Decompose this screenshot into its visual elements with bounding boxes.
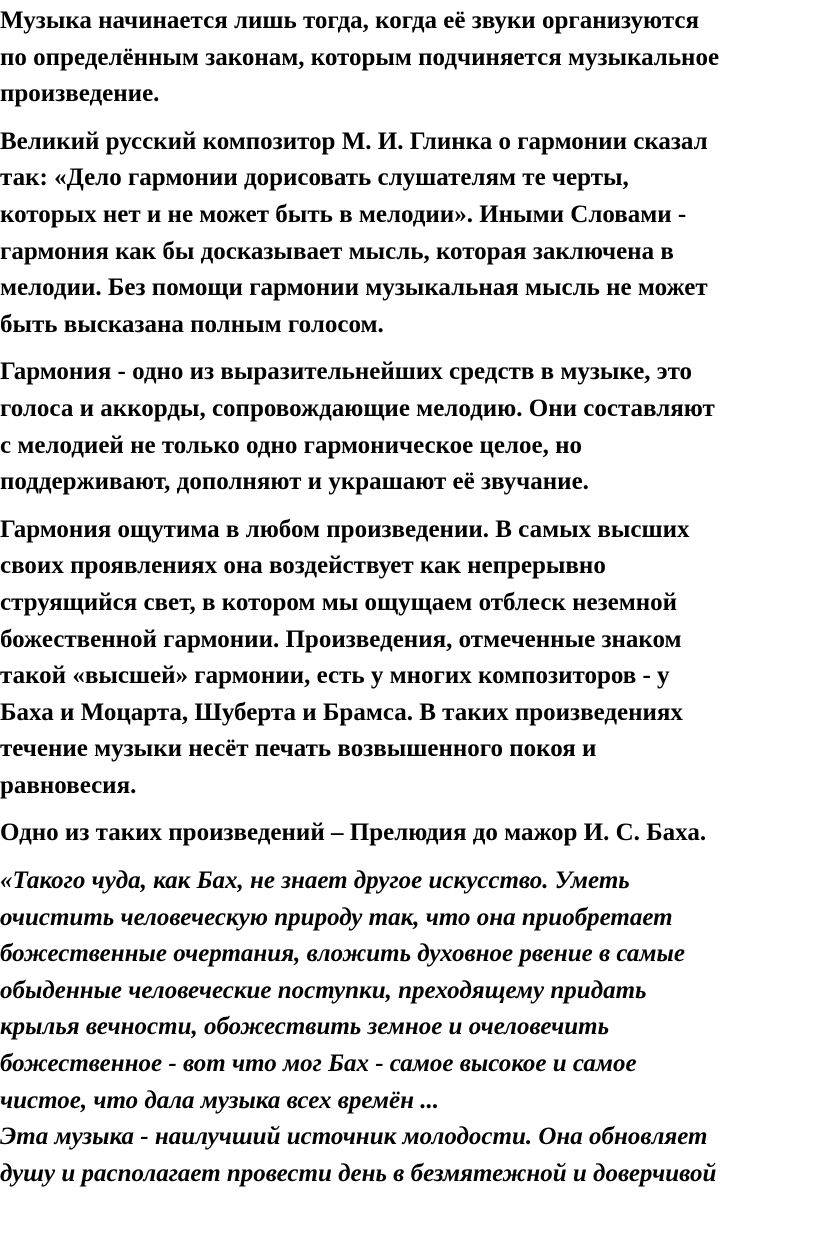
- text-line: Музыка начинается лишь тогда, когда её звуки организуются: [0, 7, 700, 34]
- text-line: которых нет и не может быть в мелодии». Иными Словами -: [0, 200, 687, 228]
- quote-line: обыденные человеческие поступки, преходящему придать: [0, 976, 647, 1004]
- paragraph-harmony-definition: [0, 354, 816, 500]
- paragraph-music-laws: [0, 3, 816, 113]
- text-line: мелодии. Без помощи гармонии музыкальная мысль не может: [0, 274, 708, 302]
- text-line: такой «высшей» гармонии, есть у многих композиторов - у: [0, 662, 670, 690]
- text-line: своих проявлениях она воздействует как непрерывно: [0, 552, 606, 580]
- quote-line: божественные очертания, вложить духовное рвение в самые: [0, 940, 685, 968]
- text-line: Гармония ощутима в любом произведении. В самых высших: [0, 515, 690, 543]
- text-line: гармония как бы досказывает мысль, которая заключена в: [0, 237, 674, 265]
- text-line: быть высказана полным голосом.: [0, 310, 384, 338]
- text-line: течение музыки несёт печать возвышенного покоя и: [0, 735, 597, 763]
- quote-bach: [0, 863, 816, 1192]
- text-line: равновесия.: [0, 771, 137, 799]
- quote-line: очистить человеческую природу так, что она приобретает: [0, 903, 673, 931]
- quote-line: божественное - вот что мог Бах - самое высокое и самое: [0, 1050, 637, 1078]
- text-line: по определённым законам, которым подчиняется музыкальное: [0, 43, 720, 71]
- text-line: произведение.: [0, 80, 160, 108]
- quote-line: душу и располагает провести день в безмятежной и доверчивой: [0, 1159, 717, 1187]
- text-line: с мелодией не только одно гармоническое целое, но: [0, 431, 583, 459]
- paragraph-glinka: [0, 124, 816, 344]
- text-line: Одно из таких произведений – Прелюдия до мажор И. С. Баха.: [0, 819, 707, 847]
- text-line: поддерживают, дополняют и украшают её звучание.: [0, 468, 589, 496]
- paragraph-higher-harmony: [0, 512, 816, 805]
- text-line: струящийся свет, в котором мы ощущаем отблеск неземной: [0, 588, 678, 616]
- quote-line: Эта музыка - наилучший источник молодости. Она обновляет: [0, 1123, 708, 1151]
- text-line: божественной гармонии. Произведения, отмеченные знаком: [0, 625, 682, 653]
- paragraph-bach-prelude: [0, 815, 816, 852]
- quote-line: чистое, что дала музыка всех времён ...: [0, 1086, 439, 1114]
- quote-line: «Такого чуда, как Бах, не знает другое искусство. Уметь: [0, 867, 630, 895]
- text-line: так: «Дело гармонии дорисовать слушателям те черты,: [0, 164, 629, 192]
- text-line: Великий русский композитор М. И. Глинка о гармонии сказал: [0, 127, 708, 155]
- quote-line: крылья вечности, обожествить земное и очеловечить: [0, 1013, 610, 1041]
- text-line: голоса и аккорды, сопровождающие мелодию. Они составляют: [0, 394, 715, 422]
- text-line: Гармония - одно из выразительнейших средств в музыке, это: [0, 358, 693, 386]
- text-line: Баха и Моцарта, Шуберта и Брамса. В таких произведениях: [0, 698, 683, 726]
